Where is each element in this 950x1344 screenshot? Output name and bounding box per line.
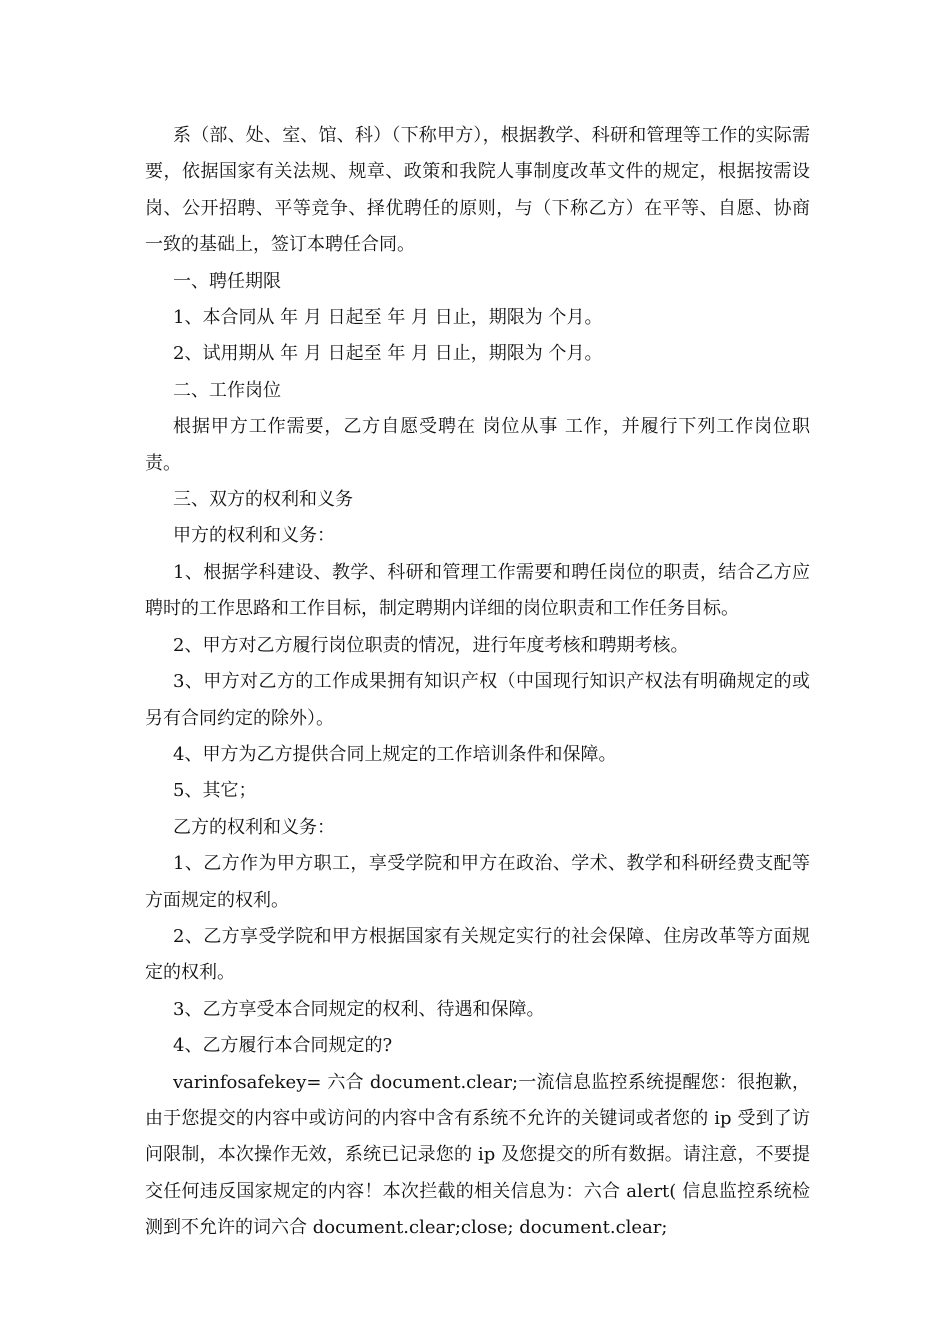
paragraph-party-a-3: 3、甲方对乙方的工作成果拥有知识产权（中国现行知识产权法有明确规定的或另有合同约定的除外）。: [145, 671, 810, 729]
paragraph-party-a-2: 2、甲方对乙方履行岗位职责的情况，进行年度考核和聘期考核。: [173, 634, 689, 656]
document-body: [145, 118, 810, 1247]
paragraph-party-a-1: 1、根据学科建设、教学、科研和管理工作需要和聘任岗位的职责，结合乙方应聘时的工作思路和工作目标，制定聘期内详细的岗位职责和工作任务目标。: [145, 561, 810, 620]
heading-term: 一、聘任期限: [173, 270, 281, 292]
paragraph-term-1: 1、本合同从 年 月 日起至 年 月 日止，期限为 个月。: [173, 307, 603, 329]
paragraph-term-2: 2、试用期从 年 月 日起至 年 月 日止，期限为 个月。: [173, 343, 603, 365]
paragraph-party-b-1: 1、乙方作为甲方职工，享受学院和甲方在政治、学术、教学和科研经费支配等方面规定的权利。: [145, 853, 810, 911]
paragraph-party-a-5: 5、其它；: [173, 780, 257, 802]
subheading-party-b: 乙方的权利和义务：: [173, 816, 335, 838]
paragraph-intro: 系（部、处、室、馆、科）（下称甲方），根据教学、科研和管理等工作的实际需要，依据国家有关法规、规章、政策和我院人事制度改革文件的规定，根据按需设岗、公开招聘、平等竞争、择优聘任的原则，与（下称乙方）在平等、自愿、协商一致的基础上，签订本聘任合同。: [145, 125, 810, 256]
paragraph-party-a-4: 4、甲方为乙方提供合同上规定的工作培训条件和保障。: [173, 743, 617, 765]
paragraph-party-b-3: 3、乙方享受本合同规定的权利、待遇和保障。: [173, 998, 545, 1020]
heading-position: 二、工作岗位: [173, 379, 281, 401]
paragraph-party-b-4: 4、乙方履行本合同规定的?: [173, 1035, 393, 1057]
paragraph-party-b-2: 2、乙方享受学院和甲方根据国家有关规定实行的社会保障、住房改革等方面规定的权利。: [145, 925, 810, 984]
subheading-party-a: 甲方的权利和义务：: [173, 525, 335, 547]
heading-rights: 三、双方的权利和义务: [173, 489, 353, 511]
paragraph-notice: varinfosafekey= 六合 document.clear;一流信息监控系统提醒您：很抱歉，由于您提交的内容中或访问的内容中含有系统不允许的关键词或者您的 ip 受到了访问限制，本次操作无效，系统已记录您的 ip 及您提交的所有数据。请注意，不要提交任何违反国家规定的内容！本次拦截的相关信息为：六合 alert( 信息监控系统检测到不允许的词六合 document.clear;close; document.clear;: [145, 1071, 810, 1239]
paragraph-position: 根据甲方工作需要，乙方自愿受聘在 岗位从事 工作，并履行下列工作岗位职责。: [145, 416, 810, 474]
